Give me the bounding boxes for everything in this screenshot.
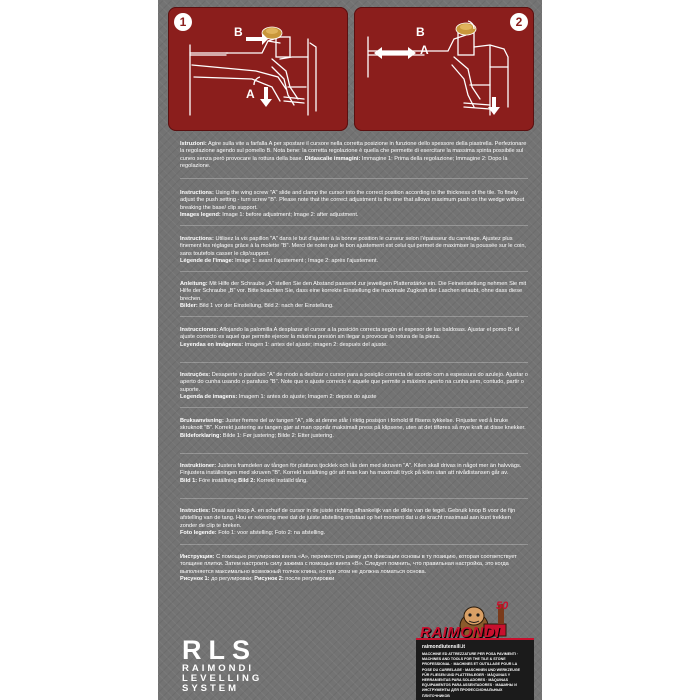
instruction-block-french	[180, 236, 528, 266]
instruction-text: Aflojando la palomilla A desplazar el cursor a la posición correcta según el espesor de las baldosas. Ajustar el pomo B: el ajuste correcto es aquel que permite ejercer la máxima presión sin llegar a provocar la rotura de la pieza.	[180, 327, 520, 341]
instruction-block-portuguese	[180, 372, 528, 402]
instruction-text: Draai aan knop A. en schuif de cursor in de juiste richting afhankelijk van de dikte van de tegel. Gebruik knop B voor de fijn afstelling van de tang. Hou er rekening mee dat de juiste afstelling ontstaat op het moment dat u de kracht maximaal aan kunt trekken zonder de clip te breken.	[180, 508, 516, 529]
instruction-heading: Instruções:	[180, 372, 211, 378]
caption-heading-2: Bild 2:	[238, 477, 256, 484]
caption-text: до регулировки;	[211, 576, 253, 583]
instruction-heading: Instruktioner:	[180, 463, 217, 469]
caption-heading: Bild 1:	[180, 477, 198, 484]
panel-number-badge: 1	[174, 13, 192, 31]
instruction-block-italian	[180, 141, 528, 171]
instruction-block-norwegian	[180, 418, 528, 440]
section-divider	[180, 453, 528, 454]
instruction-block-russian	[180, 554, 528, 584]
instruction-block-swedish	[180, 463, 528, 485]
logo-wordmark: RAIMONDI	[420, 624, 500, 641]
instruction-heading: Instructions:	[180, 236, 214, 242]
logo-website: raimondiutensili.it	[422, 644, 466, 650]
instruction-heading: Anleitung:	[180, 281, 208, 287]
raimondi-logo	[416, 600, 542, 700]
instruction-block-english	[180, 190, 528, 220]
section-divider	[180, 316, 528, 317]
instruction-text: Agire sulla vite a farfalla A per spostare il cursore nella corretta posizione in funzione dello spessore della piastrella. Perfezionare la regolazione agendo sul pomello B. Nota bene: la corretta regolazione è quella che permette di esercitare la massima spinta possibile sul cuneo senza però provocare la rottura della base.	[180, 141, 527, 162]
section-divider	[180, 498, 528, 499]
instruction-block-german	[180, 281, 528, 311]
caption-text: Image 1: before adjustment; Image 2: after adjustment.	[222, 212, 359, 219]
caption-text-2: после регулировки	[285, 576, 335, 583]
caption-text: Bilde 1: Før justering; Bilde 2: Etter justering.	[222, 432, 334, 439]
caption-text: Image 1: avant l'ajustement ; Image 2: après l'ajustement.	[235, 258, 379, 265]
caption-heading: Images legend:	[180, 212, 221, 219]
caption-text: Foto 1: voor afstelling; Foto 2: na afstelling.	[218, 530, 326, 537]
anniversary-badge: 50	[496, 600, 509, 612]
panel-number-badge: 2	[510, 13, 528, 31]
section-divider	[180, 407, 528, 408]
screw-a-label: A	[420, 43, 429, 57]
caption-heading: Leyendas en imágenes:	[180, 341, 244, 348]
illustration-panel-before	[168, 7, 348, 131]
caption-text: Imagen 1: antes del ajuste; imagen 2: después del ajuste.	[244, 341, 388, 348]
instruction-text: С помощью регулировки винта «A», переместить рамку для фиксации основы в ту позицию, которая соответствует толщине плитки. Затем настроить силу зажима с помощью винта «B». Следует помнить, что правильная настройка, это когда выполняется максимально возможный толчок клина, но при этом не должна ломаться основа.	[180, 554, 517, 575]
screw-b-label: B	[234, 25, 243, 39]
instruction-heading: Instructies:	[180, 508, 211, 514]
caption-text-2: Korrekt inställd tång.	[256, 477, 308, 484]
leveling-pliers-illustration	[168, 7, 348, 131]
product-line-2: LEVELLING	[182, 673, 263, 684]
section-divider	[180, 362, 528, 363]
instruction-text: Desaperte o parafuso "A" de modo a deslizar o cursor para a posição correcta de acordo com a espessura do azulejo. Ajustar o aperto do cunha usando o parafuso "B". Note que o ajuste correcto é aquele que permite a máximo aperto na cunha sem, contudo, partir o suporte.	[180, 372, 528, 393]
caption-text: Före inställning	[198, 477, 237, 484]
instruction-text: Juster fremre del av tangen "A", slik at denne står i riktig posisjon i forhold til flisens tykkelse. Finjuster ved å bruke skruknott "B". Korrekt justering av tangen gjør at man oppnår maksimalt press på klipsene, uten at det tilføres så mye kraft at disse knekker.	[180, 418, 526, 432]
section-divider	[180, 178, 528, 179]
caption-heading: Legenda de imagens:	[180, 394, 238, 401]
leveling-pliers-illustration	[354, 7, 534, 131]
section-divider	[180, 225, 528, 226]
instruction-text: Mit Hilfe der Schraube „A" stellen Sie den Abstand passend zur jeweiligen Plattenstärke ein. Die Feineinstellung nehmen Sie mit Hilfe der Schraube „B" vor. Bitte beachten Sie, dass eine korrekte Einstellung die maximale Zugkraft der Laschen erlaubt, ohne dass diese brechen.	[180, 281, 527, 302]
instruction-heading: Instructions:	[180, 190, 214, 196]
screw-b-label: B	[416, 25, 425, 39]
instruction-text: Using the wing screw "A" slide and clamp the cursor into the correct position according to the thickness of the tile. To finely adjust the push setting - turn screw "B". Please note that the correct adjustment is the one that allows maximum push on the wedge without breaking the base/ clip support.	[180, 190, 525, 211]
illustration-panel-after	[354, 7, 534, 131]
instruction-block-dutch	[180, 508, 528, 538]
instruction-block-spanish	[180, 327, 528, 349]
rls-branding	[182, 636, 262, 694]
section-divider	[180, 271, 528, 272]
caption-text: Immagine 1: Prima della regolazione; Immagine 2: Dopo la regolazione.	[180, 155, 508, 170]
instruction-text: Utilisez la vis papillon "A" dans le but d'ajuster à la bonne position le curseur selon l'épaisseur du carrelage. Ajustez plus finement les réglages grâce à la molette "B". Merci de noter que le bon ajustement est celui qui permet de maximiser la poussée sur le coin, sans toutefois casser le clip/support.	[180, 236, 526, 257]
instruction-heading: Инструкция:	[180, 554, 215, 560]
caption-heading: Légende de l'image:	[180, 258, 234, 265]
caption-heading: Bildeforklaring:	[180, 432, 222, 439]
caption-heading: Foto legende:	[180, 530, 217, 537]
caption-heading: Рисунок 1:	[180, 576, 210, 583]
caption-heading-2: Рисунок 2:	[254, 576, 284, 583]
logo-plate	[416, 638, 534, 700]
screw-a-label: A	[246, 87, 255, 101]
caption-heading: Didascalie immagini:	[304, 155, 361, 162]
product-name: RLS	[182, 635, 257, 665]
caption-text: Bild 1 vor der Einstellung, Bild 2: nach der Einstellung.	[199, 303, 334, 310]
instruction-card	[158, 0, 542, 700]
instruction-heading: Istruzioni:	[180, 141, 207, 147]
logo-tagline: MACCHINE ED ATTREZZATURE PER POSA PAVIMENTI · MACHINES AND TOOLS FOR THE TILE & STONE PROFESSIONAL · MACHINES ET OUTILLAGE POUR LA POSE DU CARRELAGE · MASCHINEN UND WERKZEUGE FÜR FLIESEN UND PLATTENLEGER · MÁQUINAS Y HERRAMIENTAS PARA SOLADORES · MÁQUINAS EQUIPAMENTOS PARA ASSENTADORES · МАШИНЫ И ИНСТРУМЕНТЫ ДЛЯ ПРОФЕССИОНАЛЬНЫХ ПЛИТОЧНИКОВ	[422, 652, 521, 698]
instruction-text: Justera framdelen av tången för plattans tjocklek och lås den med skruven "A". Kilen skall drivas in något mer än halvvägs. Finjustera inställningen med skruven "B". Korrekt inställning gör att man kan ha maximalt tryck på kilen utan att nivådistansen går av.	[180, 463, 522, 477]
caption-text: Imagem 1: antes do ajuste; Imagem 2: depois do ajuste	[238, 394, 377, 401]
product-line-3: SYSTEM	[182, 683, 240, 694]
section-divider	[180, 544, 528, 545]
instruction-heading: Bruksanvisning:	[180, 418, 224, 424]
caption-heading: Bilder:	[180, 303, 198, 310]
instruction-heading: Instrucciones:	[180, 327, 219, 333]
product-line-1: RAIMONDI	[182, 663, 255, 674]
